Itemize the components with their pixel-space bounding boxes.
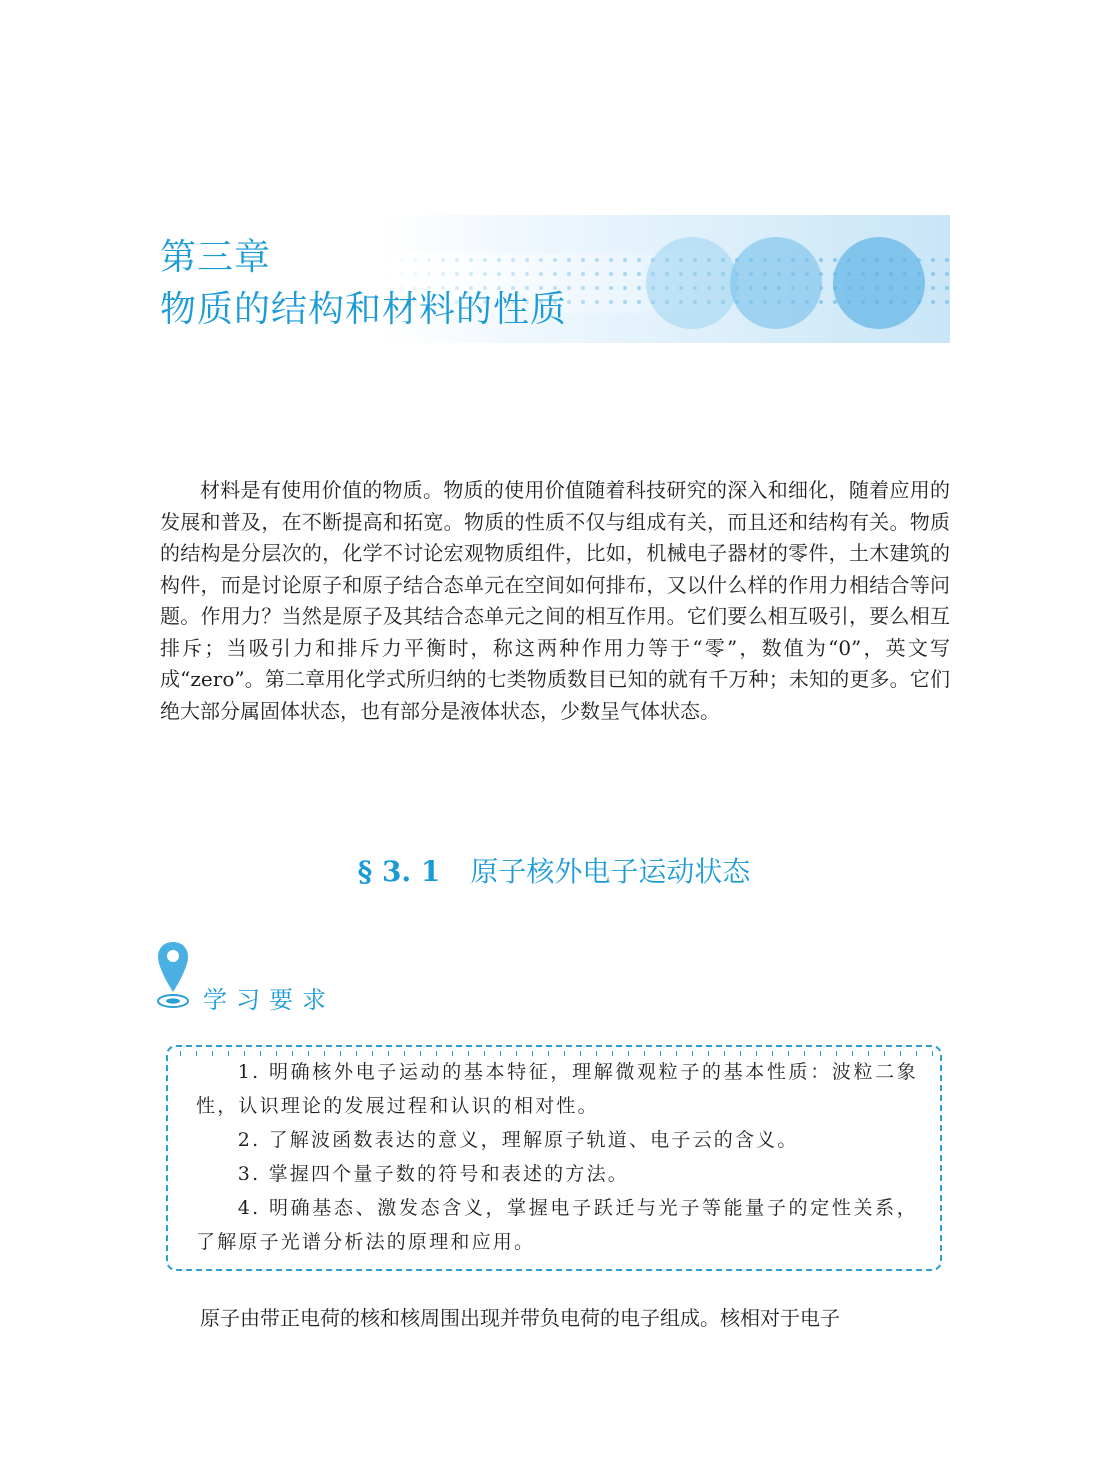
section-title: 原子核外电子运动状态 (470, 855, 751, 888)
section-number: § 3. 1 (357, 855, 441, 888)
requirements-box (166, 1045, 942, 1271)
chapter-title: 物质的结构和材料的性质 (160, 289, 568, 330)
location-pin-icon (156, 940, 192, 1012)
list-item: 2. 了解波函数表达的意义，理解原子轨道、电子云的含义。 (237, 1129, 799, 1151)
requirements-heading: 学习要求 (203, 986, 335, 1014)
chapter-number: 第三章 (160, 237, 272, 278)
list-item: 4. 明确基态、激发态含义，掌握电子跃迁与光子等能量子的定性关系，了解原子光谱分析法的原理和应用。 (196, 1197, 918, 1253)
list-item: 3. 掌握四个量子数的符号和表述的方法。 (237, 1163, 629, 1185)
intro-paragraph: 材料是有使用价值的物质。物质的使用价值随着科技研究的深入和细化，随着应用的发展和普及，在不断提高和拓宽。物质的性质不仅与组成有关，而且还和结构有关。物质的结构是分层次的，化学不讨论宏观物质组件，比如，机械电子器材的零件，土木建筑的构件，而是讨论原子和原子结合态单元在空间如何排布，又以什么样的作用力相结合等问题。作用力？当然是原子及其结合态单元之间的相互作用。它们要么相互吸引，要么相互排斥；当吸引力和排斥力平衡时，称这两种作用力等于“零”，数值为“0”，英文写成“zero”。第二章用化学式所归纳的七类物质数目已知的就有千万种；未知的更多。它们绝大部分属固体状态，也有部分是液体状态，少数呈气体状态。 (160, 478, 950, 723)
list-item: 1. 明确核外电子运动的基本特征，理解微观粒子的基本性质：波粒二象性，认识理论的发展过程和认识的相对性。 (196, 1061, 918, 1117)
requirements-list (196, 1055, 918, 1259)
closing-paragraph: 原子由带正电荷的核和核周围出现并带负电荷的电子组成。核相对于电子 (200, 1306, 840, 1330)
section-heading (0, 852, 1108, 892)
